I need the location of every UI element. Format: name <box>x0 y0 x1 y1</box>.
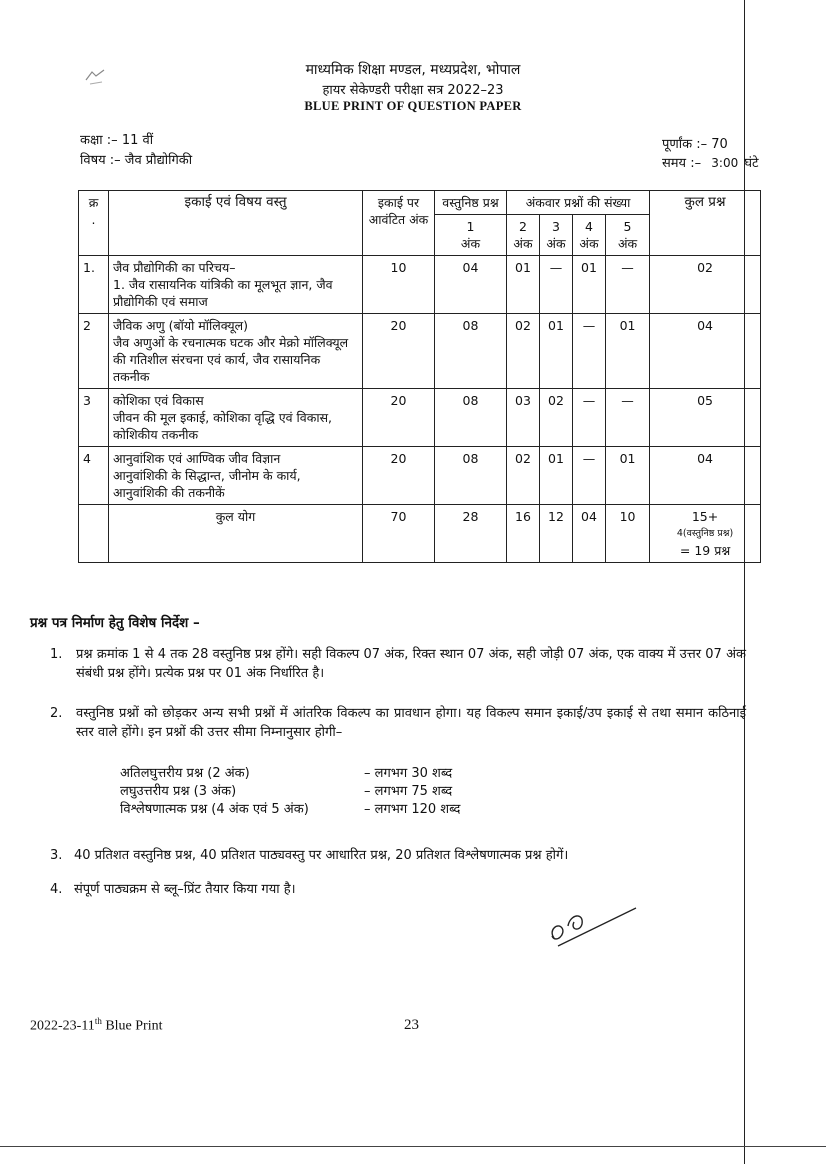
blueprint-table <box>78 190 761 563</box>
total-5-mark: 10 <box>606 505 650 563</box>
instruction-number: 4. <box>50 882 63 897</box>
row-3-mark: 01 <box>540 447 573 505</box>
row-sno: 1. <box>79 256 109 314</box>
header-4-mark: 4 अंक <box>573 215 606 256</box>
instruction-number: 1. <box>50 647 63 662</box>
time-label <box>662 153 759 171</box>
row-5-mark: 01 <box>606 314 650 389</box>
instruction-number: 2. <box>50 706 63 721</box>
total-2-mark: 16 <box>507 505 540 563</box>
row-4-mark: 01 <box>573 256 606 314</box>
header-5-mark: 5 अंक <box>606 215 650 256</box>
row-unit: जैव प्रौद्योगिकी का परिचय– 1. जैव रासायनिक यांत्रिकी का मूलभूत ज्ञान, जैव प्रौद्योगिकी एवं समाज <box>109 256 363 314</box>
row-unit: कोशिका एवं विकास जीवन की मूल इकाई, कोशिका वृद्धि एवं विकास, कोशिकीय तकनीक <box>109 389 363 447</box>
row-1-mark: 08 <box>435 447 507 505</box>
footer-code-sup: th <box>94 1016 102 1026</box>
question-type: विश्लेषणात्मक प्रश्न (4 अंक एवं 5 अंक) <box>120 802 309 817</box>
row-2-mark: 01 <box>507 256 540 314</box>
table-row <box>79 314 761 389</box>
total-4-mark: 04 <box>573 505 606 563</box>
word-limit-row <box>120 783 460 801</box>
time-value: 3:00 <box>711 156 739 170</box>
row-1-mark: 04 <box>435 256 507 314</box>
row-4-mark: — <box>573 389 606 447</box>
row-3-mark: — <box>540 256 573 314</box>
row-allocated: 10 <box>363 256 435 314</box>
exam-session: हायर सेकेण्डरी परीक्षा सत्र 2022–23 <box>322 83 504 98</box>
row-5-mark: — <box>606 389 650 447</box>
table-row <box>79 389 761 447</box>
footer-doc-code <box>30 1016 163 1035</box>
table-row <box>79 447 761 505</box>
class-label: कक्षा :– 11 वीं <box>80 133 154 148</box>
instruction-text: संपूर्ण पाठ्यक्रम से ब्लू–प्रिंट तैयार किया गया है। <box>74 882 296 897</box>
row-total: 04 <box>650 314 761 389</box>
instruction-item-3 <box>50 846 746 865</box>
instruction-item-1 <box>50 645 746 683</box>
row-sno: 2 <box>79 314 109 389</box>
instruction-item-2 <box>50 704 746 742</box>
total-questions-b: 4(वस्तुनिष्ठ प्रश्न) <box>676 528 734 539</box>
row-allocated: 20 <box>363 389 435 447</box>
row-total: 02 <box>650 256 761 314</box>
header-2-mark: 2 अंक <box>507 215 540 256</box>
row-2-mark: 02 <box>507 447 540 505</box>
row-total: 05 <box>650 389 761 447</box>
row-4-mark: — <box>573 447 606 505</box>
header-3-mark: 3 अंक <box>540 215 573 256</box>
time-unit: घंटे <box>744 156 759 171</box>
row-unit: आनुवांशिक एवं आण्विक जीव विज्ञान आनुवांशिकी के सिद्धान्त, जीनोम के कार्य, आनुवांशिकी की तकनीकें <box>109 447 363 505</box>
total-label: कुल योग <box>109 505 363 563</box>
header-total: कुल प्रश्न <box>650 191 761 256</box>
row-5-mark: — <box>606 256 650 314</box>
word-limit-row <box>120 765 460 783</box>
row-4-mark: — <box>573 314 606 389</box>
table-total-row <box>79 505 761 563</box>
header-markwise: अंकवार प्रश्नों की संख्या <box>507 191 650 215</box>
total-sno-empty <box>79 505 109 563</box>
row-allocated: 20 <box>363 447 435 505</box>
row-total: 04 <box>650 447 761 505</box>
row-2-mark: 02 <box>507 314 540 389</box>
row-sno: 4 <box>79 447 109 505</box>
word-limit: – लगभग 30 शब्द <box>364 766 453 781</box>
table-row <box>79 256 761 314</box>
row-2-mark: 03 <box>507 389 540 447</box>
table-header-row <box>79 191 761 215</box>
footer-code-b: Blue Print <box>101 1018 163 1034</box>
board-name: माध्यमिक शिक्षा मण्डल, मध्यप्रदेश, भोपाल <box>305 62 521 78</box>
row-sno: 3 <box>79 389 109 447</box>
margin-rule-vertical <box>744 0 745 1164</box>
page-number: 23 <box>404 1017 419 1033</box>
margin-rule-horizontal <box>0 1146 826 1147</box>
total-allocated: 70 <box>363 505 435 563</box>
row-unit: जैविक अणु (बॉयो मॉलिक्यूल) जैव अणुओं के रचनात्मक घटक और मेक्रो मॉलिक्यूल की गतिशील संरचना एवं कार्य, जैव रासायनिक तकनीक <box>109 314 363 389</box>
row-1-mark: 08 <box>435 389 507 447</box>
word-limit: – लगभग 120 शब्द <box>364 802 461 817</box>
document-title: BLUE PRINT OF QUESTION PAPER <box>304 99 522 113</box>
header-unit: इकाई एवं विषय वस्तु <box>109 191 363 256</box>
signature-mark <box>540 900 650 960</box>
row-3-mark: 01 <box>540 314 573 389</box>
total-questions <box>650 505 761 563</box>
instruction-item-4 <box>50 880 746 899</box>
question-type: अतिलघुत्तरीय प्रश्न (2 अंक) <box>120 766 250 781</box>
row-allocated: 20 <box>363 314 435 389</box>
total-questions-a: 15+ <box>691 509 719 524</box>
header-objective: वस्तुनिष्ठ प्रश्न <box>435 191 507 215</box>
instruction-text: प्रश्न क्रमांक 1 से 4 तक 28 वस्तुनिष्ठ प्रश्न होंगे। सही विकल्प 07 अंक, रिक्त स्थान 07 अंक, सही जोड़ी 07 अंक, एक वाक्य में उत्तर 07 अंक संबंधी प्रश्न होंगे। प्रत्येक प्रश्न पर 01 अंक निर्धारित है। <box>76 647 746 681</box>
word-limit-row <box>120 801 460 819</box>
question-type: लघुउत्तरीय प्रश्न (3 अंक) <box>120 784 237 799</box>
total-questions-c: = 19 प्रश्न <box>679 543 731 558</box>
max-marks-label: पूर्णांक :– 70 <box>662 137 728 152</box>
total-1-mark: 28 <box>435 505 507 563</box>
instruction-text: वस्तुनिष्ठ प्रश्नों को छोड़कर अन्य सभी प्रश्नों में आंतरिक विकल्प का प्रावधान होगा। यह विकल्प समान इकाई/उप इकाई से तथा समान कठिनाई स्तर वाले होंगे। इन प्रश्नों की उत्तर सीमा निम्नानुसार होगी– <box>76 706 746 740</box>
word-limit: – लगभग 75 शब्द <box>364 784 453 799</box>
header-1-mark: 1 अंक <box>435 215 507 256</box>
subject-label: विषय :– जैव प्रौद्योगिकी <box>80 153 193 168</box>
instruction-text: 40 प्रतिशत वस्तुनिष्ठ प्रश्न, 40 प्रतिशत पाठ्यवस्तु पर आधारित प्रश्न, 20 प्रतिशत विश्लेषणात्मक प्रश्न होगें। <box>74 848 569 863</box>
header-sno: क्र . <box>79 191 109 256</box>
footer-code-a: 2022-23-11 <box>30 1018 95 1034</box>
row-3-mark: 02 <box>540 389 573 447</box>
instruction-number: 3. <box>50 848 63 863</box>
total-3-mark: 12 <box>540 505 573 563</box>
time-caption: समय :– <box>662 156 702 171</box>
header-allocated: इकाई पर आवंटित अंक <box>363 191 435 256</box>
word-limit-list <box>120 765 460 819</box>
instructions-heading: प्रश्न पत्र निर्माण हेतु विशेष निर्देश – <box>30 615 200 631</box>
row-5-mark: 01 <box>606 447 650 505</box>
row-1-mark: 08 <box>435 314 507 389</box>
